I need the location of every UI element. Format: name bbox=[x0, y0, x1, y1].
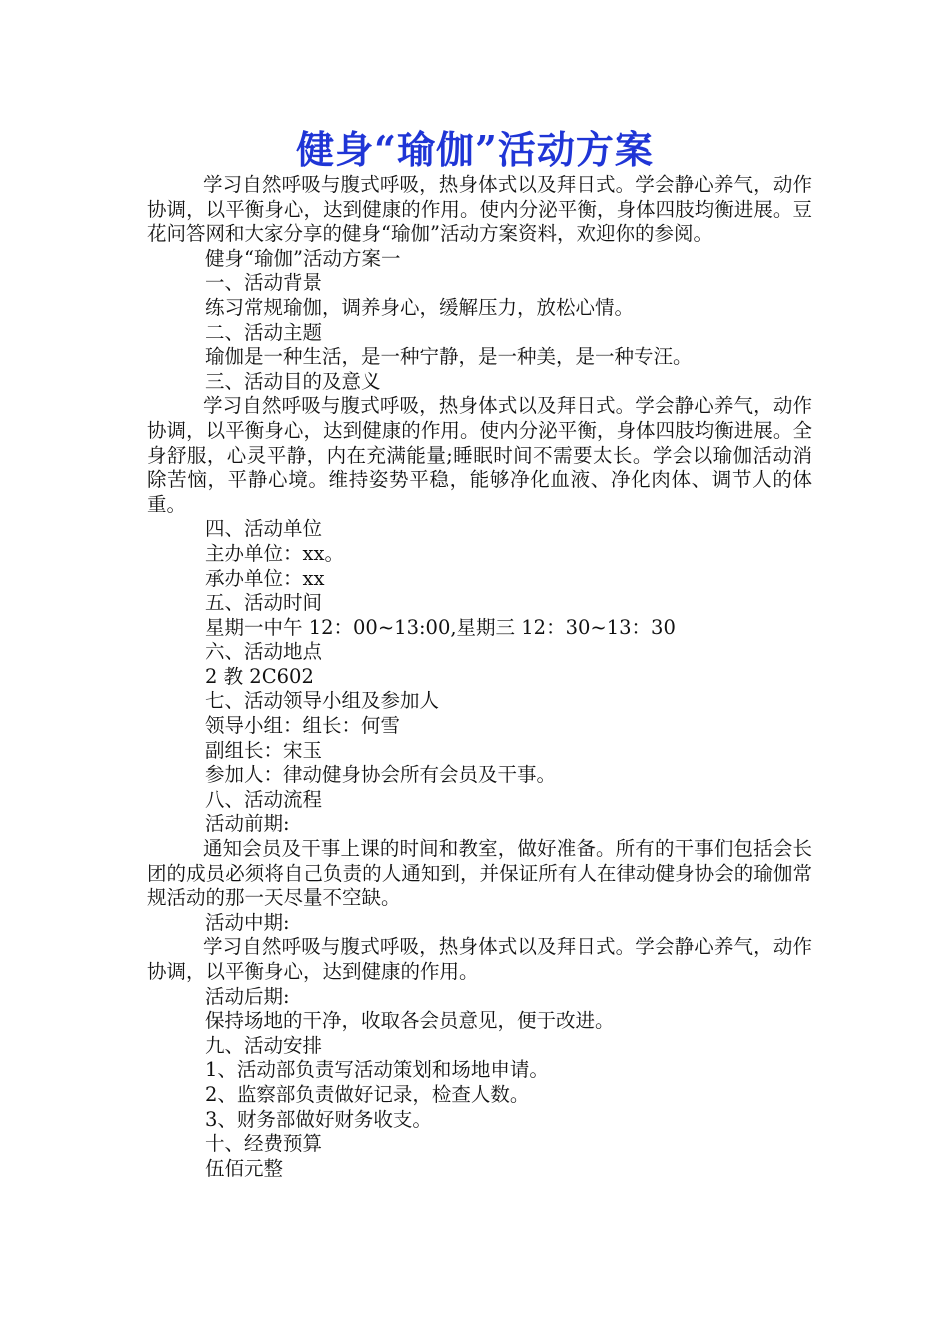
section-heading: 六、活动地点 bbox=[205, 640, 323, 664]
section-paragraph: 通知会员及干事上课的时间和教室，做好准备。所有的干事们包括会长团的成员必须将自己负责的人通知到，并保证所有人在律动健身协会的瑜伽常规活动的那一天尽量不空缺。 bbox=[147, 837, 812, 910]
section-heading: 一、活动背景 bbox=[205, 271, 323, 295]
list-item: 2、监察部负责做好记录，检查人数。 bbox=[205, 1082, 530, 1106]
section-heading: 十、经费预算 bbox=[205, 1132, 323, 1156]
plan-heading: 健身“瑜伽”活动方案一 bbox=[205, 246, 401, 270]
subsection-label: 活动前期: bbox=[205, 812, 290, 836]
intro-paragraph: 学习自然呼吸与腹式呼吸，热身体式以及拜日式。学会静心养气，动作协调，以平衡身心，达到健康的作用。使内分泌平衡，身体四肢均衡进展。豆花问答网和大家分享的健身“瑜伽”活动方案资料，欢迎你的参阅。 bbox=[147, 173, 812, 246]
section-heading: 九、活动安排 bbox=[205, 1033, 323, 1057]
subsection-label: 活动后期: bbox=[205, 984, 290, 1008]
section-text: 伍佰元整 bbox=[205, 1156, 284, 1180]
list-item: 1、活动部负责写活动策划和场地申请。 bbox=[205, 1058, 549, 1082]
subsection-label: 活动中期: bbox=[205, 910, 290, 934]
section-heading: 五、活动时间 bbox=[205, 591, 323, 615]
section-heading: 四、活动单位 bbox=[205, 517, 323, 541]
section-text: 瑜伽是一种生活，是一种宁静，是一种美，是一种专汪。 bbox=[205, 345, 693, 369]
section-heading: 二、活动主题 bbox=[205, 320, 323, 344]
section-paragraph: 学习自然呼吸与腹式呼吸，热身体式以及拜日式。学会静心养气，动作协调，以平衡身心，达到健康的作用。 bbox=[147, 935, 812, 983]
section-heading: 三、活动目的及意义 bbox=[205, 369, 381, 393]
section-text: 承办单位：xx bbox=[205, 566, 325, 590]
section-text: 练习常规瑜伽，调养身心，缓解压力，放松心情。 bbox=[205, 295, 635, 319]
section-text: 保持场地的干净，收取各会员意见，便于改进。 bbox=[205, 1009, 615, 1033]
section-text: 2 教 2C602 bbox=[205, 664, 314, 688]
document-body bbox=[147, 173, 812, 1181]
section-heading: 七、活动领导小组及参加人 bbox=[205, 689, 440, 713]
section-text: 参加人：律动健身协会所有会员及干事。 bbox=[205, 763, 557, 787]
page-title: 健身“瑜伽”活动方案 bbox=[296, 127, 654, 172]
list-item: 3、财务部做好财务收支。 bbox=[205, 1107, 432, 1131]
section-text: 主办单位：xx。 bbox=[205, 541, 344, 565]
section-text: 领导小组：组长：何雪 bbox=[205, 714, 401, 738]
section-paragraph: 学习自然呼吸与腹式呼吸，热身体式以及拜日式。学会静心养气，动作协调，以平衡身心，达到健康的作用。使内分泌平衡，身体四肢均衡进展。全身舒服，心灵平静，内在充满能量;睡眠时间不需要太长。学会以瑜伽活动消除苦恼，平静心境。维持姿势平稳，能够净化血液、净化肉体、调节人的体重。 bbox=[147, 394, 812, 516]
section-text: 副组长：宋玉 bbox=[205, 738, 323, 762]
section-text: 星期一中午 12：00~13:00,星期三 12：30~13：30 bbox=[205, 615, 676, 639]
section-heading: 八、活动流程 bbox=[205, 787, 323, 811]
